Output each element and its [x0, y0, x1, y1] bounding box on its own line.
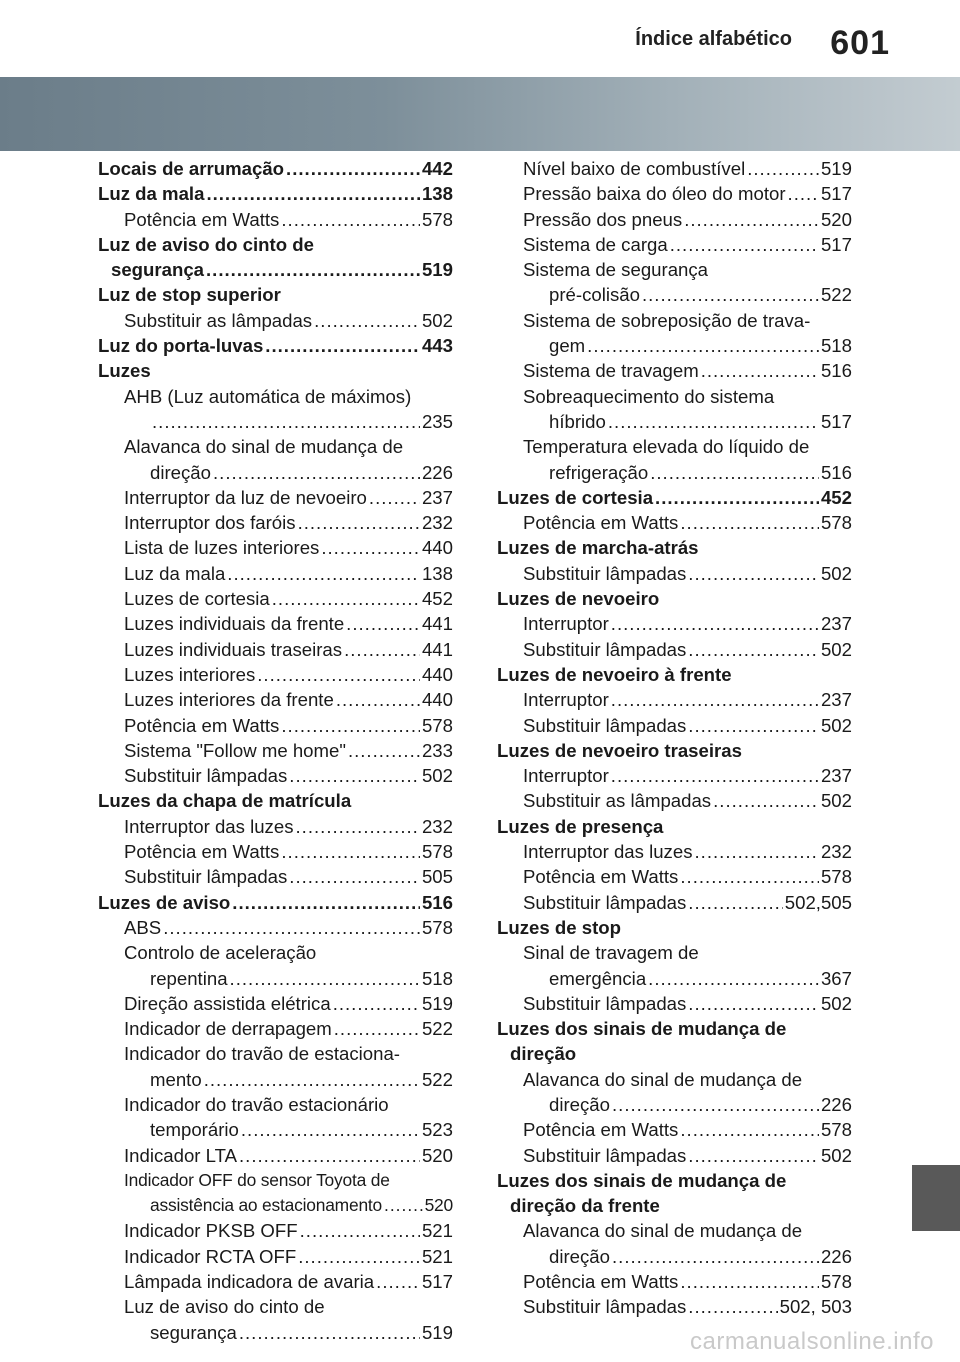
dot-leader [289, 763, 420, 788]
index-entry [98, 1067, 453, 1092]
index-entry [98, 1218, 453, 1243]
entry-page-ref: 502 [820, 562, 852, 584]
dot-leader [688, 637, 819, 662]
index-entry [98, 637, 453, 662]
index-entry: Indicador do travão estacionário [124, 1093, 389, 1115]
dot-leader [257, 662, 420, 687]
entry-term: Interruptor das luzes [523, 841, 693, 863]
entry-term: Lista de luzes interiores [124, 537, 320, 559]
index-entry [497, 333, 852, 358]
index-entry: Luzes dos sinais de mudança de [497, 1018, 787, 1040]
dot-leader [688, 713, 819, 738]
dot-leader [206, 181, 420, 206]
dot-leader [346, 611, 420, 636]
entry-page-ref: 518 [820, 335, 852, 357]
header-banner [0, 77, 960, 151]
entry-page-ref: 517 [820, 233, 852, 255]
entry-page-ref: 502 [421, 765, 453, 787]
index-entry [98, 257, 453, 282]
dot-leader [286, 156, 420, 181]
index-entry: Luzes de nevoeiro [497, 588, 660, 610]
entry-page-ref: 519 [820, 158, 852, 179]
page-header [0, 0, 960, 62]
index-entry [497, 409, 852, 434]
dot-leader [298, 510, 420, 535]
dot-leader [336, 687, 420, 712]
index-column-right [497, 156, 852, 1320]
dot-leader [611, 687, 819, 712]
entry-term: Substituir as lâmpadas [523, 790, 712, 812]
entry-term: Indicador LTA [124, 1144, 237, 1166]
section-title: Índice alfabético [635, 28, 792, 50]
entry-term: Potência em Watts [523, 866, 679, 888]
index-entry [98, 763, 453, 788]
entry-page-ref: 441 [421, 638, 453, 660]
entry-page-ref: 232 [421, 512, 453, 534]
index-entry: Alavanca do sinal de mudança de [523, 1220, 803, 1242]
entry-page-ref: 502 [421, 309, 453, 331]
index-entry [497, 232, 852, 257]
index-entry [497, 282, 852, 307]
index-entry: Sistema de segurança [523, 259, 709, 281]
entry-term: Substituir lâmpadas [523, 714, 687, 736]
entry-page-ref: 237 [820, 613, 852, 635]
entry-term: Interruptor [523, 613, 609, 635]
dot-leader [333, 991, 420, 1016]
entry-page-ref: 578 [820, 1271, 852, 1293]
entry-page-ref: 520 [424, 1195, 453, 1216]
index-entry: Sistema de sobreposição de trava- [523, 309, 811, 331]
dot-leader [642, 282, 819, 307]
dot-leader [289, 864, 420, 889]
entry-term: Sistema de travagem [523, 360, 699, 382]
index-entry [497, 1143, 852, 1168]
index-entry [497, 1294, 852, 1319]
entry-term: temporário [150, 1119, 239, 1141]
entry-term: Substituir lâmpadas [523, 992, 687, 1014]
dot-leader [281, 713, 420, 738]
entry-page-ref: 452 [421, 588, 453, 610]
index-entry [497, 1117, 852, 1142]
entry-term: Luz do porta-luvas [98, 335, 264, 357]
index-entry [497, 687, 852, 712]
entry-page-ref: 578 [820, 512, 852, 534]
index-entry [98, 1244, 453, 1269]
index-entry [98, 535, 453, 560]
index-entry [98, 890, 453, 915]
index-entry [497, 611, 852, 636]
dot-leader [688, 561, 819, 586]
dot-leader [206, 257, 420, 282]
index-entry [98, 687, 453, 712]
entry-page-ref: 521 [421, 1245, 453, 1267]
entry-term: emergência [549, 967, 647, 989]
dot-leader [688, 991, 819, 1016]
entry-term: gem [549, 335, 586, 357]
entry-term: repentina [150, 967, 228, 989]
entry-term: Luzes de cortesia [497, 486, 654, 508]
index-entry [98, 662, 453, 687]
entry-term: segurança [150, 1321, 237, 1343]
index-entry [497, 156, 852, 181]
entry-term: Substituir lâmpadas [523, 562, 687, 584]
index-entry [497, 637, 852, 662]
index-entry [497, 991, 852, 1016]
dot-leader [272, 586, 420, 611]
entry-page-ref: 502 [820, 638, 852, 660]
dot-leader [344, 637, 420, 662]
entry-page-ref: 518 [421, 967, 453, 989]
index-entry [497, 1092, 852, 1117]
index-entry [497, 561, 852, 586]
entry-term: ABS [124, 916, 162, 938]
index-entry [497, 207, 852, 232]
entry-page-ref: 516 [820, 360, 852, 382]
entry-page-ref: 440 [421, 537, 453, 559]
entry-term: Luzes individuais da frente [124, 613, 345, 635]
index-entry [98, 561, 453, 586]
index-entry [98, 409, 453, 434]
entry-term: Substituir lâmpadas [523, 891, 687, 913]
index-entry [497, 358, 852, 383]
entry-term: Interruptor [523, 765, 609, 787]
entry-page-ref: 502, 503 [779, 1296, 852, 1318]
index-entry: Indicador do travão de estaciona- [124, 1043, 400, 1065]
dot-leader [281, 839, 420, 864]
entry-term: Indicador PKSB OFF [124, 1220, 298, 1242]
index-entry [98, 1269, 453, 1294]
entry-term: Pressão dos pneus [523, 208, 683, 230]
index-entry [497, 890, 852, 915]
entry-term: Potência em Watts [124, 841, 280, 863]
index-entry [98, 586, 453, 611]
watermark: carmanualsonline.info [690, 1328, 934, 1355]
index-entry: Luzes de presença [497, 815, 664, 837]
entry-term: Potência em Watts [124, 714, 280, 736]
entry-term: Luzes de cortesia [124, 588, 270, 610]
entry-page-ref: 578 [421, 841, 453, 863]
dot-leader [688, 1143, 819, 1168]
index-entry [497, 460, 852, 485]
entry-term: Substituir lâmpadas [523, 1296, 687, 1318]
dot-leader [163, 915, 420, 940]
entry-page-ref: 517 [820, 410, 852, 432]
index-entry [497, 1269, 852, 1294]
index-entry: Controlo de aceleração [124, 942, 317, 964]
entry-term: Interruptor da luz de nevoeiro [124, 486, 367, 508]
entry-term: Potência em Watts [124, 208, 280, 230]
entry-page-ref: 517 [421, 1271, 453, 1293]
index-entry: Luz de aviso do cinto de [124, 1296, 325, 1318]
dot-leader [296, 814, 420, 839]
index-entry [497, 1244, 852, 1269]
entry-page-ref: 502,505 [784, 891, 852, 913]
index-entry: Sinal de travagem de [523, 942, 699, 964]
dot-leader [204, 1067, 420, 1092]
entry-term: Potência em Watts [523, 512, 679, 534]
index-entry [98, 207, 453, 232]
index-entry: AHB (Luz automática de máximos) [124, 385, 412, 407]
entry-term: híbrido [549, 410, 606, 432]
index-entry [497, 510, 852, 535]
entry-page-ref: 578 [421, 714, 453, 736]
index-column-left [98, 156, 453, 1345]
entry-page-ref: 442 [421, 158, 453, 179]
index-entry [497, 966, 852, 991]
dot-leader [655, 485, 819, 510]
index-entry [98, 966, 453, 991]
entry-page-ref: 519 [421, 992, 453, 1014]
index-entry: Sobreaquecimento do sistema [523, 385, 775, 407]
entry-term: Interruptor das luzes [124, 815, 294, 837]
chapter-tab [912, 1165, 960, 1231]
index-entry [497, 839, 852, 864]
index-entry [98, 485, 453, 510]
dot-leader [227, 561, 420, 586]
dot-leader [611, 763, 819, 788]
entry-page-ref: 226 [820, 1245, 852, 1267]
dot-leader [788, 181, 819, 206]
index-entry [98, 991, 453, 1016]
index-entry: Temperatura elevada do líquido de [523, 436, 810, 458]
dot-leader [334, 1016, 420, 1041]
entry-term: Indicador RCTA OFF [124, 1245, 297, 1267]
entry-page-ref: 522 [421, 1068, 453, 1090]
entry-term: Indicador de derrapagem [124, 1018, 332, 1040]
entry-term: Substituir lâmpadas [523, 1144, 687, 1166]
entry-term: Luzes de aviso [98, 891, 231, 913]
entry-page-ref: 505 [421, 866, 453, 888]
entry-page-ref: 237 [820, 689, 852, 711]
index-entry: Alavanca do sinal de mudança de [523, 1068, 803, 1090]
entry-page-ref: 138 [421, 562, 453, 584]
entry-term: Nível baixo de combustível [523, 158, 746, 179]
index-entry: Luzes da chapa de matrícula [98, 790, 352, 812]
entry-term: Luzes interiores [124, 663, 256, 685]
entry-page-ref: 367 [820, 967, 852, 989]
index-entry [98, 839, 453, 864]
entry-term: Luzes interiores da frente [124, 689, 334, 711]
dot-leader [695, 839, 819, 864]
entry-page-ref: 516 [820, 461, 852, 483]
entry-term: Potência em Watts [523, 1271, 679, 1293]
dot-leader [670, 232, 819, 257]
entry-term: Substituir lâmpadas [124, 866, 288, 888]
dot-leader [680, 864, 819, 889]
index-entry: direção [510, 1043, 577, 1065]
entry-term: Direção assistida elétrica [124, 992, 331, 1014]
entry-term: Potência em Watts [523, 1119, 679, 1141]
index-entry [98, 460, 453, 485]
entry-term: assistência ao estacionamento [150, 1195, 383, 1216]
entry-term: Sistema "Follow me home" [124, 739, 346, 761]
index-entry [98, 181, 453, 206]
dot-leader [747, 156, 819, 181]
dot-leader [348, 738, 420, 763]
entry-term: Interruptor [523, 689, 609, 711]
entry-page-ref: 237 [421, 486, 453, 508]
entry-page-ref: 520 [421, 1144, 453, 1166]
entry-page-ref: 233 [421, 739, 453, 761]
dot-leader [680, 1269, 819, 1294]
entry-page-ref: 520 [820, 208, 852, 230]
dot-leader [298, 1244, 420, 1269]
dot-leader [152, 409, 420, 434]
entry-page-ref: 578 [421, 208, 453, 230]
entry-page-ref: 502 [820, 1144, 852, 1166]
dot-leader [680, 510, 819, 535]
entry-page-ref: 517 [820, 183, 852, 205]
index-entry: Luz de aviso do cinto de [98, 233, 314, 255]
entry-term: Substituir lâmpadas [523, 638, 687, 660]
dot-leader [701, 358, 819, 383]
page-number: 601 [830, 24, 890, 62]
entry-page-ref: 441 [421, 613, 453, 635]
dot-leader [213, 460, 420, 485]
index-entry [497, 485, 852, 510]
index-entry: Indicador OFF do sensor Toyota de [124, 1169, 390, 1190]
index-entry: Luzes [98, 360, 151, 382]
entry-page-ref: 502 [820, 992, 852, 1014]
index-entry: Alavanca do sinal de mudança de [124, 436, 404, 458]
dot-leader [608, 409, 819, 434]
entry-term: Sistema de carga [523, 233, 668, 255]
index-entry [98, 333, 453, 358]
entry-term: Substituir as lâmpadas [124, 309, 313, 331]
entry-page-ref: 232 [421, 815, 453, 837]
dot-leader [684, 207, 819, 232]
entry-term: Luz da mala [98, 183, 205, 205]
index-entry [98, 1016, 453, 1041]
entry-page-ref: 522 [820, 284, 852, 306]
dot-leader [300, 1218, 420, 1243]
dot-leader [321, 535, 420, 560]
index-entry: Luzes de marcha-atrás [497, 537, 699, 559]
entry-page-ref: 235 [421, 410, 453, 432]
index-entry [98, 738, 453, 763]
index-entry [497, 713, 852, 738]
index-entry [98, 864, 453, 889]
dot-leader [239, 1320, 420, 1345]
dot-leader [680, 1117, 819, 1142]
entry-term: Substituir lâmpadas [124, 765, 288, 787]
entry-page-ref: 452 [820, 486, 852, 508]
entry-page-ref: 578 [820, 866, 852, 888]
index-entry [98, 1320, 453, 1345]
dot-leader [384, 1193, 423, 1218]
entry-page-ref: 519 [421, 259, 453, 281]
entry-page-ref: 522 [421, 1018, 453, 1040]
index-entry: Luzes de nevoeiro à frente [497, 663, 732, 685]
entry-term: direção [549, 1245, 610, 1267]
dot-leader [688, 1294, 777, 1319]
entry-page-ref: 440 [421, 689, 453, 711]
entry-term: mento [150, 1068, 202, 1090]
dot-leader [587, 333, 819, 358]
index-entry [497, 788, 852, 813]
entry-term: Luzes individuais traseiras [124, 638, 343, 660]
entry-page-ref: 443 [421, 335, 453, 357]
entry-page-ref: 521 [421, 1220, 453, 1242]
dot-leader [713, 788, 819, 813]
dot-leader [232, 890, 420, 915]
index-entry: direção da frente [510, 1195, 660, 1217]
dot-leader [239, 1143, 420, 1168]
index-entry [98, 611, 453, 636]
index-entry [98, 713, 453, 738]
entry-term: direção [549, 1093, 610, 1115]
index-entry [98, 156, 453, 181]
entry-term: refrigeração [549, 461, 649, 483]
entry-page-ref: 502 [820, 790, 852, 812]
entry-term: direção [150, 461, 211, 483]
entry-page-ref: 516 [421, 891, 453, 913]
dot-leader [611, 611, 819, 636]
index-entry [497, 763, 852, 788]
entry-page-ref: 138 [421, 183, 453, 205]
entry-page-ref: 578 [820, 1119, 852, 1141]
index-entry [98, 1193, 453, 1218]
entry-term: pré-colisão [549, 284, 640, 306]
index-entry: Luzes de nevoeiro traseiras [497, 739, 742, 761]
entry-term: Pressão baixa do óleo do motor [523, 183, 786, 205]
index-entry [98, 814, 453, 839]
dot-leader [648, 966, 819, 991]
entry-term: segurança [111, 259, 205, 281]
dot-leader [612, 1244, 819, 1269]
entry-term: Lâmpada indicadora de avaria [124, 1271, 375, 1293]
index-entry [497, 864, 852, 889]
dot-leader [241, 1117, 420, 1142]
index-entry [497, 181, 852, 206]
entry-page-ref: 578 [421, 916, 453, 938]
dot-leader [314, 308, 420, 333]
dot-leader [650, 460, 819, 485]
entry-page-ref: 226 [421, 461, 453, 483]
index-entry [98, 915, 453, 940]
index-entry [98, 1143, 453, 1168]
entry-page-ref: 523 [421, 1119, 453, 1141]
dot-leader [369, 485, 420, 510]
index-entry: Luzes dos sinais de mudança de [497, 1169, 787, 1191]
dot-leader [230, 966, 420, 991]
dot-leader [281, 207, 420, 232]
entry-page-ref: 237 [820, 765, 852, 787]
dot-leader [612, 1092, 819, 1117]
entry-page-ref: 519 [421, 1321, 453, 1343]
dot-leader [265, 333, 420, 358]
entry-page-ref: 232 [820, 841, 852, 863]
index-entry [98, 510, 453, 535]
entry-term: Luz da mala [124, 562, 226, 584]
index-entry [98, 308, 453, 333]
dot-leader [376, 1269, 420, 1294]
entry-term: Interruptor dos faróis [124, 512, 296, 534]
entry-page-ref: 226 [820, 1093, 852, 1115]
dot-leader [688, 890, 782, 915]
entry-term: Locais de arrumação [98, 158, 285, 179]
entry-page-ref: 502 [820, 714, 852, 736]
index-entry [98, 1117, 453, 1142]
entry-page-ref: 440 [421, 663, 453, 685]
index-entry: Luzes de stop [497, 916, 621, 938]
index-entry: Luz de stop superior [98, 284, 281, 306]
